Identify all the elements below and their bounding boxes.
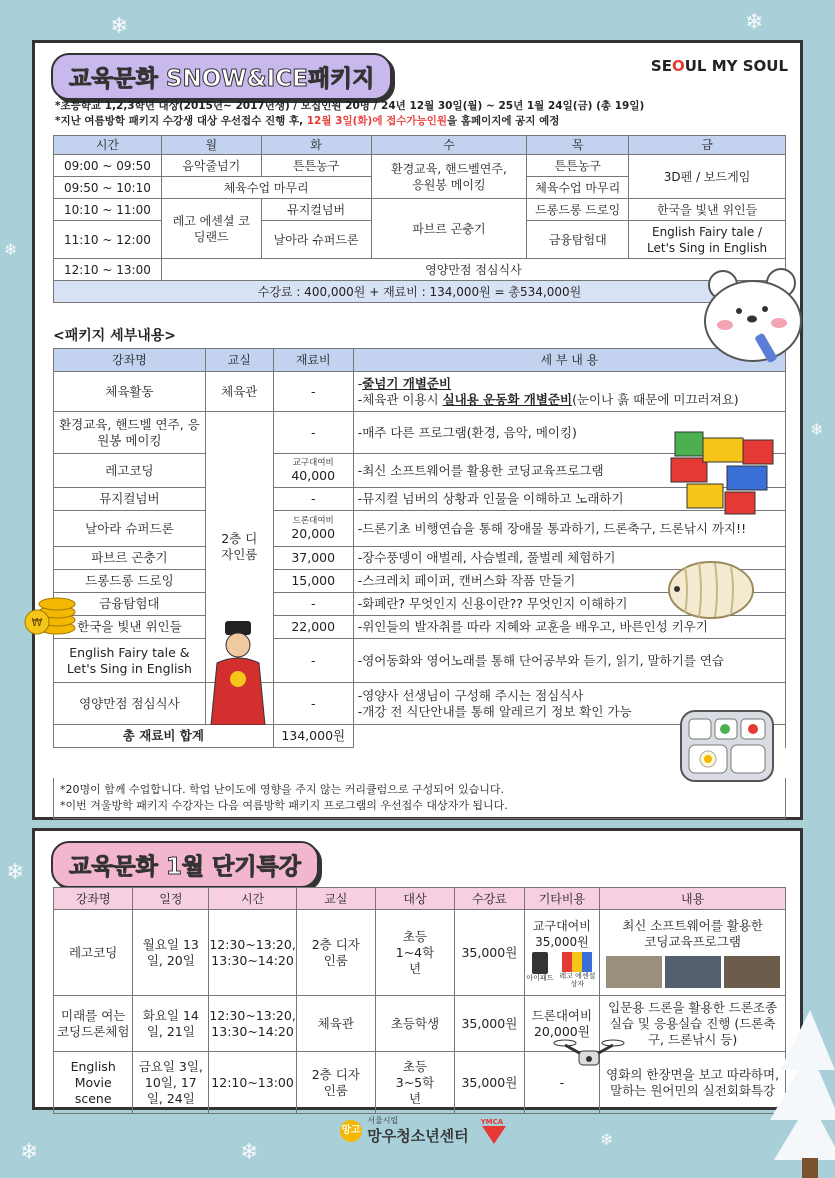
date-cell: 월요일 13일, 20일 [133, 910, 209, 996]
col-header: 수강료 [455, 888, 524, 910]
course-name: 영양만점 점심식사 [54, 683, 206, 725]
bear-illustration [701, 263, 805, 363]
etc-cell: 교구대여비 35,000원 아이패드 레고 에센셜 상자 [524, 910, 600, 996]
col-header: 일정 [133, 888, 209, 910]
fee-cell: 35,000원 [455, 996, 524, 1052]
table-cell: 영양만점 점심식사 [161, 259, 785, 281]
course-name: 날아라 슈퍼드론 [54, 511, 206, 547]
course-name: 환경교육, 핸드벨 연주, 응원봉 메이킹 [54, 412, 206, 454]
snowflake-icon: ❄ [240, 1140, 259, 1165]
fee-cell: 15,000 [273, 570, 353, 593]
snowflake-icon: ❄ [20, 1140, 39, 1165]
fee-cell: 37,000 [273, 547, 353, 570]
note-line-1: *초등학교 1,2,3학년 대상(2015년~ 2017년생) / 모집인원 20명 / 24년 12월 30일(월) ~ 25년 1월 24일(금) (총 19일) [55, 100, 645, 112]
january-title: 교육문화 1월 단기특강 [51, 841, 319, 888]
col-header: 기타비용 [524, 888, 600, 910]
col-header: 수 [371, 136, 527, 155]
course-name: 파브르 곤충기 [54, 547, 206, 570]
time-cell: 12:30~13:20, 13:30~14:20 [209, 996, 297, 1052]
ymca-logo [482, 1126, 506, 1144]
snowflake-icon: ❄ [4, 240, 18, 259]
snowflake-icon: ❄ [110, 14, 129, 39]
table-cell: 파브르 곤충기 [371, 199, 527, 259]
table-row [54, 639, 786, 683]
fee-cell: - [273, 488, 353, 511]
svg-text:₩: ₩ [31, 616, 43, 629]
schedule-table [53, 135, 786, 303]
table-row [54, 372, 786, 412]
col-header: 대상 [375, 888, 454, 910]
col-header: 교실 [296, 888, 375, 910]
table-row [54, 996, 786, 1052]
snowflake-icon: ❄ [810, 420, 824, 439]
target-cell: 초등학생 [375, 996, 454, 1052]
col-header: 시간 [209, 888, 297, 910]
snowflake-icon: ❄ [6, 860, 25, 885]
desc-cell: -화폐란? 무엇인지 신용이란?? 무엇인지 이해하기 [353, 593, 785, 616]
desc-cell: -영양사 선생님이 구성해 주시는 점심식사 -개강 전 식단안내를 통해 알레르기 정보 확인 가능 [353, 683, 785, 725]
desc-cell: -최신 소프트웨어를 활용한 코딩교육프로그램 [353, 454, 785, 488]
time-cell: 09:50 ~ 10:10 [54, 177, 162, 199]
fee-cell: - [273, 683, 353, 725]
lego-bricks-illustration [667, 418, 779, 518]
total-row [54, 725, 786, 748]
content-cell: 최신 소프트웨어를 활용한 코딩교육프로그램 [600, 910, 786, 996]
course-name: 한국을 빛낸 위인들 [54, 616, 206, 639]
table-cell: 튼튼농구 [261, 155, 371, 177]
course-name: English Movie scene [54, 1052, 133, 1114]
fee-cell: 교구대여비 40,000 [273, 454, 353, 488]
room-cell: 2층 디자인룸 [296, 1052, 375, 1114]
room-cell: 2층 디자인룸 [296, 910, 375, 996]
larva-illustration [665, 555, 757, 625]
course-name: 레고코딩 [54, 910, 133, 996]
snowflake-icon: ❄ [745, 10, 764, 35]
table-cell: 체육수업 마무리 [161, 177, 371, 199]
king-illustration [207, 619, 269, 725]
desc-cell: -뮤지컬 넘버의 상황과 인물을 이해하고 노래하기 [353, 488, 785, 511]
course-name: 뮤지컬넘버 [54, 488, 206, 511]
course-name: English Fairy tale & Let's Sing in English [54, 639, 206, 683]
col-header: 교실 [205, 349, 273, 372]
desc-cell: -장수풍뎅이 애벌레, 사슴벌레, 풀벌레 체험하기 [353, 547, 785, 570]
etc-cell: 드론대여비 20,000원 [524, 996, 600, 1052]
fee-cell: - [273, 639, 353, 683]
tree-illustration [770, 1010, 835, 1178]
class-photo [665, 956, 721, 988]
col-header: 세 부 내 용 [353, 349, 785, 372]
snowflake-icon: ❄ [600, 1130, 614, 1149]
fee-cell: 35,000원 [455, 1052, 524, 1114]
package-notes [55, 99, 644, 129]
package-panel [32, 40, 803, 820]
room-cell: 체육관 [205, 372, 273, 412]
table-cell: 3D펜 / 보드게임 [629, 155, 786, 199]
class-photo [606, 956, 662, 988]
lego-box-icon: 레고 에센셜 상자 [557, 952, 597, 988]
col-header: 월 [161, 136, 261, 155]
fee-cell: - [273, 372, 353, 412]
desc-cell: -스크레치 페이퍼, 캔버스화 작품 만들기 [353, 570, 785, 593]
room-cell: 2층 디자인룸 [205, 412, 273, 683]
table-cell: English Fairy tale / Let's Sing in English [629, 221, 786, 259]
package-footnote: *20명이 함께 수업합니다. 학업 난이도에 영향을 주지 않는 커리큘럼으로 구성되어 있습니다. *이번 겨울방학 패키지 수강자는 다음 여름방학 패키지 프로그램의 우선접수 대상자가 됩니다. [53, 778, 786, 819]
col-header: 목 [527, 136, 629, 155]
course-name: 레고코딩 [54, 454, 206, 488]
course-name: 체육활동 [54, 372, 206, 412]
total-label: 총 재료비 합계 [54, 725, 274, 748]
desc-cell: -줄넘기 개별준비 -체육관 이용시 실내용 운동화 개별준비(눈이나 흙 때문에 미끄러져요) [353, 372, 785, 412]
table-cell: 한국을 빛낸 위인들 [629, 199, 786, 221]
fee-cell: 35,000원 [455, 910, 524, 996]
package-detail-table [53, 348, 786, 748]
target-cell: 초등 3~5학년 [375, 1052, 454, 1114]
course-name: 금융탐험대 [54, 593, 206, 616]
time-cell: 09:00 ~ 09:50 [54, 155, 162, 177]
fee-summary: 수강료 : 400,000원 + 재료비 : 134,000원 = 총534,000원 [54, 281, 786, 303]
col-header: 강좌명 [54, 888, 133, 910]
fee-cell: 드론대여비 20,000 [273, 511, 353, 547]
table-row [54, 910, 786, 996]
table-cell: 날아라 슈퍼드론 [261, 221, 371, 259]
january-course-table [53, 887, 786, 1114]
time-cell: 12:30~13:20, 13:30~14:20 [209, 910, 297, 996]
date-cell: 금요일 3일, 10일, 17일, 24일 [133, 1052, 209, 1114]
total-value: 134,000원 [273, 725, 353, 748]
fee-cell: - [273, 593, 353, 616]
desc-cell: -드론기초 비행연습을 통해 장애물 통과하기, 드론축구, 드론낚시 까지!! [353, 511, 785, 547]
content-cell: 영화의 한장면을 보고 따라하며, 말하는 원어민의 실전회화특강 [600, 1052, 786, 1114]
desc-cell: -위인들의 발자취를 따라 지혜와 교훈을 배우고, 바른인성 키우기 [353, 616, 785, 639]
detail-section-title: <패키지 세부내용> [53, 328, 177, 344]
center-name: 망우청소년센터 [367, 1127, 469, 1145]
table-cell: 뮤지컬넘버 [261, 199, 371, 221]
table-cell: 튼튼농구 [527, 155, 629, 177]
lunch-tray-illustration [677, 705, 777, 785]
col-header: 시간 [54, 136, 162, 155]
time-cell: 12:10 ~ 13:00 [54, 259, 162, 281]
date-cell: 화요일 14일, 21일 [133, 996, 209, 1052]
course-name: 미래를 여는 코딩드론체험 [54, 996, 133, 1052]
seoul-my-soul-logo: SEOUL MY SOUL [650, 57, 788, 75]
table-cell: 환경교육, 핸드벨연주, 응원봉 메이킹 [371, 155, 527, 199]
drone-illustration [553, 1033, 625, 1073]
target-cell: 초등 1~4학년 [375, 910, 454, 996]
etc-cell: - [524, 1052, 600, 1114]
footer-logo: 망고 서울시립 망우청소년센터 YMCA [340, 1116, 506, 1146]
room-cell: 체육관 [296, 996, 375, 1052]
time-cell: 12:10~13:00 [209, 1052, 297, 1114]
table-cell: 레고 에센셜 코딩랜드 [161, 199, 261, 259]
time-cell: 11:10 ~ 12:00 [54, 221, 162, 259]
mango-badge: 망고 [340, 1120, 362, 1142]
january-special-panel [32, 828, 803, 1110]
class-photo [724, 956, 780, 988]
col-header: 화 [261, 136, 371, 155]
desc-cell: -매주 다른 프로그램(환경, 음악, 메이킹) [353, 412, 785, 454]
table-cell: 음악줄넘기 [161, 155, 261, 177]
desc-cell: -영어동화와 영어노래를 통해 단어공부와 듣기, 읽기, 말하기를 연습 [353, 639, 785, 683]
table-cell: 드롱드롱 드로잉 [527, 199, 629, 221]
table-cell: 체육수업 마무리 [527, 177, 629, 199]
note-line-2: *지난 여름방학 패키지 수강생 대상 우선접수 진행 후, 12월 3일(화)에 접수가능인원을 홈페이지에 공지 예정 [55, 115, 560, 127]
col-header: 강좌명 [54, 349, 206, 372]
col-header: 금 [629, 136, 786, 155]
fee-cell: 22,000 [273, 616, 353, 639]
table-cell: 금융탐험대 [527, 221, 629, 259]
ipad-icon: 아이패드 [526, 952, 553, 988]
course-name: 드롱드롱 드로잉 [54, 570, 206, 593]
col-header: 내용 [600, 888, 786, 910]
package-title: 교육문화 SNOW&ICE패키지 [51, 53, 392, 100]
content-cell: 입문용 드론을 활용한 드론조종 실습 및 응용실습 진행 (드론축구, 드론낚시 등) [600, 996, 786, 1052]
fee-cell: - [273, 412, 353, 454]
time-cell: 10:10 ~ 11:00 [54, 199, 162, 221]
col-header: 재료비 [273, 349, 353, 372]
table-row [54, 683, 786, 725]
coins-illustration [23, 588, 79, 638]
table-row [54, 1052, 786, 1114]
